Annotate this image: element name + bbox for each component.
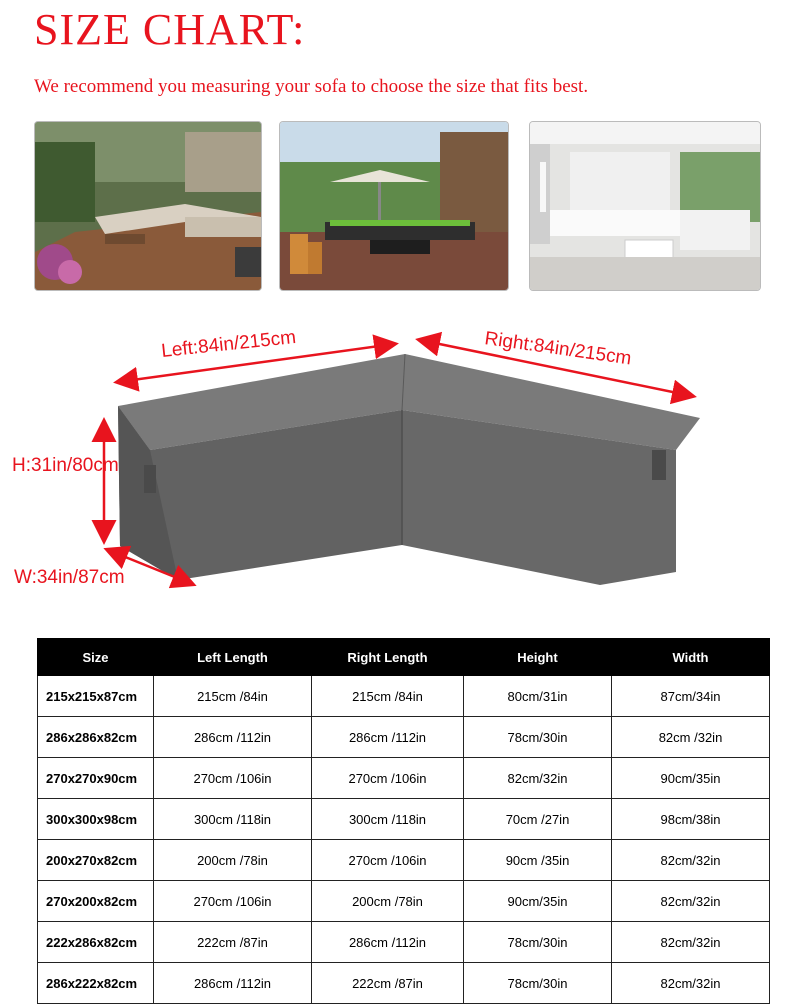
cell-left-length: 270cm /106in [154,758,312,799]
header-width: Width [612,639,770,676]
patio-sofa-photo [34,121,262,291]
cell-right-length: 200cm /78in [312,881,464,922]
cell-height: 70cm /27in [464,799,612,840]
cell-width: 98cm/38in [612,799,770,840]
cell-width: 82cm /32in [612,717,770,758]
table-header-row [38,639,770,676]
cell-size: 270x270x90cm [38,758,154,799]
cell-width: 82cm/32in [612,963,770,1004]
height-label: H:31in/80cm [12,455,119,476]
cell-size: 200x270x82cm [38,840,154,881]
l-shaped-cover [118,354,700,585]
header-height: Height [464,639,612,676]
garden-lounge-photo [279,121,509,291]
cell-width: 82cm/32in [612,881,770,922]
cell-height: 90cm/35in [464,881,612,922]
cell-size: 286x286x82cm [38,717,154,758]
size-table [37,638,770,1004]
table-row [38,717,770,758]
cell-left-length: 200cm /78in [154,840,312,881]
page-title: SIZE CHART: [34,5,306,54]
cell-height: 90cm /35in [464,840,612,881]
table-row [38,881,770,922]
header-size: Size [38,639,154,676]
table-row [38,922,770,963]
cell-right-length: 270cm /106in [312,840,464,881]
cell-size: 270x200x82cm [38,881,154,922]
cell-size: 222x286x82cm [38,922,154,963]
cell-right-length: 270cm /106in [312,758,464,799]
cell-left-length: 270cm /106in [154,881,312,922]
cell-left-length: 286cm /112in [154,963,312,1004]
cell-size: 300x300x98cm [38,799,154,840]
cell-size: 215x215x87cm [38,676,154,717]
table-row [38,840,770,881]
header-right-length: Right Length [312,639,464,676]
cell-left-length: 286cm /112in [154,717,312,758]
width-label: W:34in/87cm [14,567,125,588]
cell-width: 90cm/35in [612,758,770,799]
table-row [38,799,770,840]
cell-right-length: 300cm /118in [312,799,464,840]
cell-right-length: 286cm /112in [312,717,464,758]
cell-width: 82cm/32in [612,922,770,963]
cell-height: 78cm/30in [464,922,612,963]
cell-right-length: 215cm /84in [312,676,464,717]
cell-width: 87cm/34in [612,676,770,717]
cell-width: 82cm/32in [612,840,770,881]
sofa-cover-diagram [0,300,804,600]
cell-size: 286x222x82cm [38,963,154,1004]
right-length-label: Right:84in/215cm [483,328,633,370]
table-row [38,963,770,1004]
page-subtitle: We recommend you measuring your sofa to choose the size that fits best. [34,76,589,97]
cell-height: 78cm/30in [464,963,612,1004]
cell-height: 80cm/31in [464,676,612,717]
left-length-label: Left:84in/215cm [160,326,297,362]
cell-left-length: 222cm /87in [154,922,312,963]
table-row [38,676,770,717]
cell-right-length: 286cm /112in [312,922,464,963]
table-row [38,758,770,799]
cell-left-length: 215cm /84in [154,676,312,717]
terrace-sectional-photo [529,121,761,291]
cell-height: 82cm/32in [464,758,612,799]
cell-height: 78cm/30in [464,717,612,758]
cell-left-length: 300cm /118in [154,799,312,840]
header-left-length: Left Length [154,639,312,676]
cell-right-length: 222cm /87in [312,963,464,1004]
